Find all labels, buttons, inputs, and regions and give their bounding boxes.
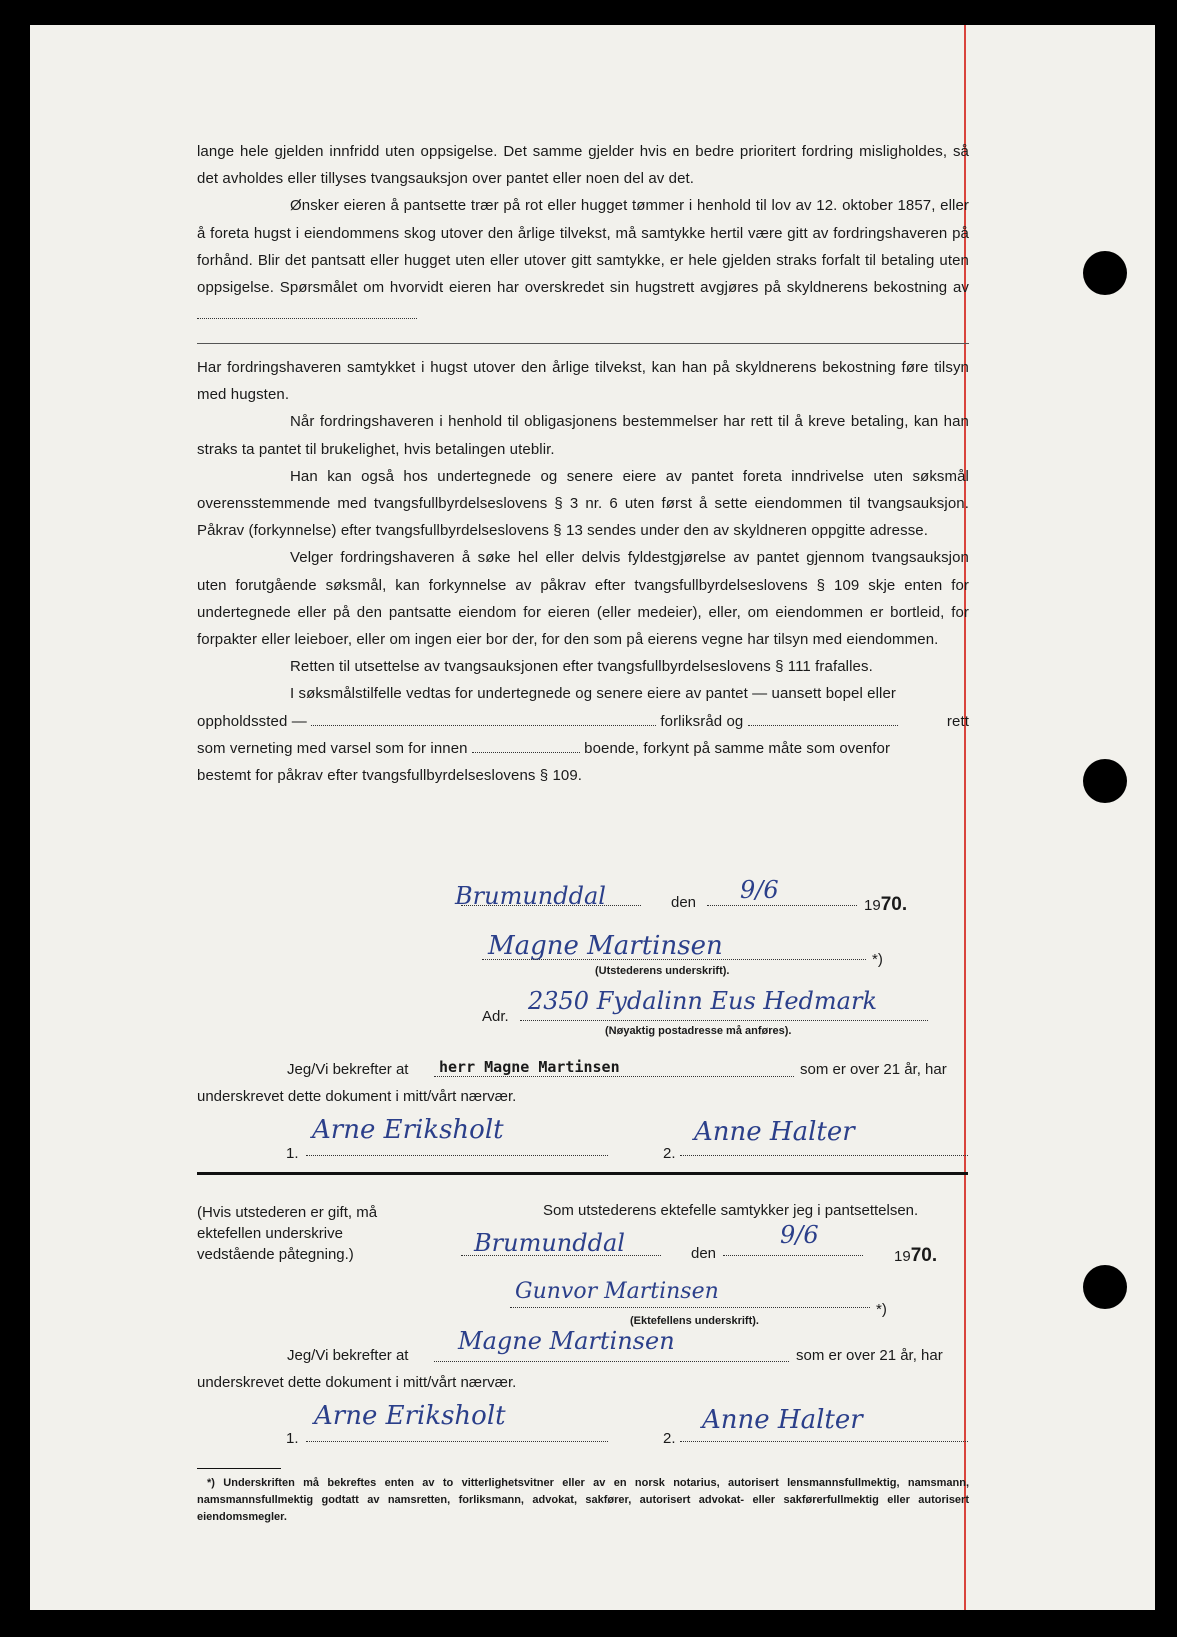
witness-number: 2.	[663, 1145, 676, 1162]
venue-line: oppholdssted — forliksråd og rett	[197, 712, 969, 730]
footnote-marker: *)	[872, 951, 883, 968]
address-line	[520, 1020, 928, 1021]
text-block-top	[197, 138, 969, 328]
witness-line: Jeg/Vi bekrefter at	[287, 1347, 409, 1364]
punch-hole	[1083, 759, 1127, 803]
handwritten-date: 9/6	[780, 1221, 819, 1249]
handwritten-place: Brumunddal	[455, 882, 606, 910]
blank-line	[311, 711, 656, 726]
witness-signature: Anne Halter	[694, 1117, 855, 1147]
paragraph: Han kan også hos undertegnede og senere eiere av pantet foreta inndrivelse uten søksmål overensstemmende med tvangsfullbyrdelseslovens § 3 nr. 6 uten først å sette eiendommen til tvangsauksjon. Påkrav (forkynnelse) efter tvangsfullbyrdelseslovens § 13 sendes under den av skyldneren oppgitte adresse.	[197, 467, 969, 540]
den-label: den	[671, 894, 697, 911]
paragraph: Har fordringshaveren samtykket i hugst utover den årlige tilvekst, kan han på skyldnerens bekostning føre tilsyn med hugsten.	[197, 359, 969, 404]
signature-line	[510, 1307, 870, 1308]
paragraph: I søksmålstilfelle vedtas for undertegnede og senere eiere av pantet — uansett bopel eller	[290, 685, 897, 703]
witness-number: 1.	[286, 1145, 299, 1162]
signature-line	[482, 959, 866, 960]
handwritten-date: 9/6	[740, 876, 779, 904]
blank-line	[707, 905, 857, 906]
witness-signature: Arne Eriksholt	[312, 1115, 504, 1145]
spouse-consent: Som utstederens ektefelle samtykker jeg i pantsettelsen.	[543, 1202, 919, 1219]
paragraph: lange hele gjelden innfridd uten oppsigelse. Det samme gjelder hvis en bedre prioritert fordring misligholdes, så det avholdes eller tillyses tvangsauksjon over pantet eller noen del av det.	[197, 143, 969, 188]
witness-line2: underskrevet dette dokument i mitt/vårt nærvær.	[197, 1088, 517, 1105]
blank-line	[723, 1255, 863, 1256]
venue-line: bestemt for påkrav efter tvangsfullbyrdelseslovens § 109.	[197, 767, 583, 785]
punch-hole	[1083, 1265, 1127, 1309]
paragraph: Ønsker eieren å pantsette trær på rot eller hugget tømmer i henhold til lov av 12. oktober 1857, eller å foreta hugst i eiendommens skog utover den årlige tilvekst, må samtykke hertil være gitt av fordringshaveren på forhånd. Blir det pantsatt eller hugget uten eller utover gitt samtykke, er hele gjelden straks forfalt til betaling uten oppsigelse. Spørsmålet om hvorvidt eieren har overskredet sin hugstrett avgjøres på skyldnerens bekostning av	[197, 192, 969, 328]
paragraph: Retten til utsettelse av tvangsauksjonen efter tvangsfullbyrdelseslovens § 111 frafalles.	[290, 658, 873, 676]
blank-line	[434, 1076, 794, 1077]
document-page	[30, 25, 1155, 1610]
spouse-note: (Hvis utstederen er gift, må ektefellen underskrive vedstående påtegning.)	[197, 1204, 378, 1263]
footnote-rule	[197, 1468, 281, 1469]
blank-line	[197, 304, 417, 319]
handwritten-address: 2350 Fydalinn Eus Hedmark	[528, 987, 877, 1015]
spouse-signature: Gunvor Martinsen	[515, 1279, 719, 1304]
witness-line2: underskrevet dette dokument i mitt/vårt nærvær.	[197, 1374, 517, 1391]
signature-line	[680, 1155, 968, 1156]
divider	[197, 343, 969, 344]
blank-line	[748, 711, 898, 726]
witness-name-handwritten: Magne Martinsen	[458, 1327, 675, 1355]
blank-line	[461, 1255, 661, 1256]
witness-line: Jeg/Vi bekrefter at	[287, 1061, 409, 1078]
signature-caption: (Utstederens underskrift).	[595, 965, 730, 977]
witness-number: 2.	[663, 1430, 676, 1447]
punch-hole	[1083, 251, 1127, 295]
text-block-main	[197, 354, 969, 789]
typed-name: herr Magne Martinsen	[439, 1058, 620, 1076]
witness-suffix: som er over 21 år, har	[796, 1347, 943, 1364]
blank-line	[461, 905, 641, 906]
venue-line: som verneting med varsel som for innen boende, forkynt på samme måte som ovenfor	[197, 739, 891, 757]
year: 1970.	[894, 1245, 938, 1266]
signature-line	[306, 1441, 608, 1442]
blank-line	[434, 1361, 789, 1362]
signature-line	[306, 1155, 608, 1156]
signature-line	[680, 1441, 968, 1442]
paragraph: Når fordringshaveren i henhold til obligasjonens bestemmelser har rett til å kreve betaling, kan han straks ta pantet til brukelighet, hvis betalingen uteblir.	[197, 413, 969, 458]
witness-suffix: som er over 21 år, har	[800, 1061, 947, 1078]
signature-caption: (Ektefellens underskrift).	[630, 1315, 759, 1327]
blank-line	[472, 738, 580, 753]
handwritten-place: Brumunddal	[474, 1229, 625, 1257]
year: 1970.	[864, 894, 908, 915]
section-divider	[197, 1172, 968, 1175]
address-caption: (Nøyaktig postadresse må anføres).	[605, 1025, 792, 1037]
issuer-signature: Magne Martinsen	[488, 931, 723, 961]
address-label: Adr.	[482, 1008, 509, 1025]
witness-number: 1.	[286, 1430, 299, 1447]
witness-signature: Arne Eriksholt	[314, 1401, 506, 1431]
witness-signature: Anne Halter	[702, 1405, 863, 1435]
den-label: den	[691, 1245, 717, 1262]
footnote-marker: *)	[876, 1301, 887, 1318]
paragraph: Velger fordringshaveren å søke hel eller delvis fyldestgjørelse av pantet gjennom tvangsauksjon uten forutgående søksmål, kan forkynnelse av påkrav efter tvangsfullbyrdelseslovens § 109 skje enten for undertegnede eller på den pantsatte eiendom for eieren (eller medeier), eller, om eiendommen er bortleid, for forpakter eller leieboer, eller om ingen eier bor der, for den som på eierens vegne har tilsyn med eiendommen.	[197, 549, 969, 649]
footnote: *) Underskriften må bekreftes enten av to vitterlighetsvitner eller av en norsk notarius, autorisert lensmannsfullmektig, namsmann, namsmannsfullmektig godtatt av namsretten, forliksmann, advokat, sakfører, autorisert advokat- eller sakførerfullmektig eller autorisert eiendomsmegler.	[197, 1477, 969, 1523]
